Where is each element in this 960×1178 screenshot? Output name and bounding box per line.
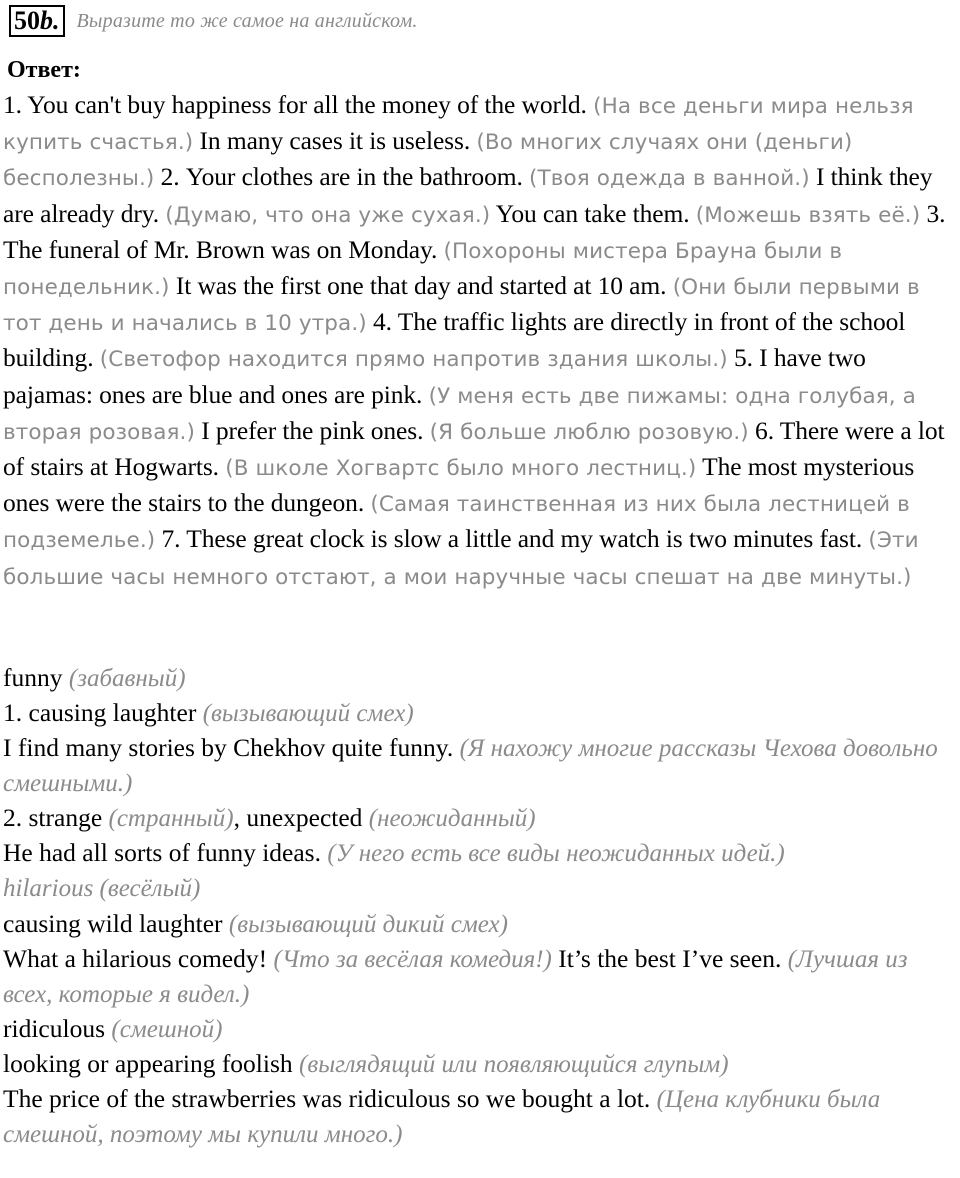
english-text: What a hilarious comedy! (3, 943, 274, 973)
english-sentence: 6. There were a lot of stairs at Hogwarts. (3, 415, 945, 482)
english-sentence: 3. The funeral of Mr. Brown was on Monday. (3, 198, 946, 264)
exercise-task: Выразите то же самое на английском. (76, 9, 418, 32)
english-sentence: You can take them. (490, 198, 696, 228)
english-text: He had all sorts of funny ideas. (3, 838, 328, 868)
vocab-line (3, 661, 956, 696)
english-text: The price of the strawberries was ridiculous so we bought a lot. (3, 1083, 657, 1113)
vocab-line (3, 836, 956, 871)
english-sentence: I prefer the pink ones. (194, 415, 430, 445)
russian-translation: (Можешь взять её.) (695, 202, 921, 228)
english-text: causing wild laughter (3, 908, 229, 938)
answer-paragraph (3, 88, 956, 595)
english-sentence: The most mysterious ones were the stairs to the dungeon. (3, 452, 915, 518)
translation-note: (странный) (108, 805, 234, 833)
vocab-line (3, 801, 956, 836)
english-text: ridiculous (3, 1013, 112, 1043)
english-text: 2. strange (3, 803, 109, 833)
english-text: , unexpected (233, 803, 369, 833)
translation-note: hilarious (весёлый) (3, 875, 201, 903)
russian-translation: (В школе Хогвартс было много лестниц.) (225, 456, 697, 482)
translation-note: (вызывающий дикий смех) (228, 910, 508, 938)
translation-note: (забавный) (68, 664, 186, 692)
vocab-line (3, 942, 956, 1012)
translation-note: (Цена клубники была смешной, поэтому мы купили много.) (3, 1085, 881, 1149)
russian-translation: (Они были первыми в тот день и начались в 10 утра.) (3, 275, 920, 337)
exercise-header (3, 4, 956, 38)
vocab-line (3, 1047, 956, 1082)
translation-note: (вызывающий смех) (202, 699, 414, 727)
english-text: I find many stories by Chekhov quite funny. (3, 733, 460, 763)
russian-translation: (Самая таинственная из них была лестницей в подземелье.) (3, 492, 910, 554)
russian-translation: (Светофор находится прямо напротив здания школы.) (99, 347, 728, 373)
english-sentence: 2. Your clothes are in the bathroom. (154, 162, 530, 192)
vocab-line (3, 907, 956, 942)
russian-translation: (Твоя одежда в ванной.) (529, 166, 810, 192)
english-text: looking or appearing foolish (3, 1048, 300, 1078)
answer-label: Ответ: (7, 57, 81, 83)
russian-translation: (На все деньги мира нельзя купить счастья.) (3, 94, 914, 156)
translation-note: (неожиданный) (368, 805, 536, 833)
russian-translation: (Думаю, что она уже сухая.) (165, 202, 491, 228)
vocab-line (3, 696, 956, 731)
vocab-line (3, 731, 956, 801)
vocabulary-section (3, 661, 956, 1152)
english-sentence: It was the first one that day and started at 10 am. (169, 271, 673, 301)
translation-note: (Лучшая из всех, которые я видел.) (3, 945, 908, 1008)
vocab-line (3, 871, 956, 906)
english-sentence: 1. You can't buy happiness for all the money of the world. (3, 90, 594, 119)
english-sentence: 7. These great clock is slow a little and my watch is two minutes fast. (155, 524, 869, 554)
translation-note: (выглядящий или появляющийся глупым) (299, 1050, 729, 1078)
exercise-number: 50b. (9, 5, 65, 37)
russian-translation: (Похороны мистера Брауна были в понедельник.) (3, 238, 843, 301)
english-sentence: In many cases it is useless. (193, 126, 477, 156)
translation-note: (У него есть все виды неожиданных идей.) (327, 840, 785, 868)
english-sentence: 5. I have two pajamas: ones are blue and ones are pink. (3, 343, 866, 409)
english-text: It’s the best I’ve seen. (551, 943, 788, 973)
translation-note: (Я нахожу многие рассказы Чехова довольно смешными.) (3, 735, 938, 798)
russian-translation: (У меня есть две пижамы: одна голубая, а вторая розовая.) (3, 383, 916, 445)
vocab-line (3, 1012, 956, 1047)
english-text: funny (3, 662, 69, 692)
translation-note: (смешной) (111, 1015, 223, 1043)
russian-translation: (Эти большие часы немного отстают, а мои наручные часы спешат на две минуты.) (3, 528, 919, 590)
russian-translation: (Я больше люблю розовую.) (429, 419, 749, 445)
russian-translation: (Во многих случаях они (деньги) бесполезны.) (3, 130, 853, 192)
english-sentence: I think they are already dry. (3, 162, 933, 228)
english-sentence: 4. The traffic lights are directly in front of the school building. (3, 307, 906, 373)
translation-note: (Что за весёлая комедия!) (273, 945, 552, 973)
english-text: 1. causing laughter (3, 697, 203, 727)
vocab-line (3, 1082, 956, 1152)
